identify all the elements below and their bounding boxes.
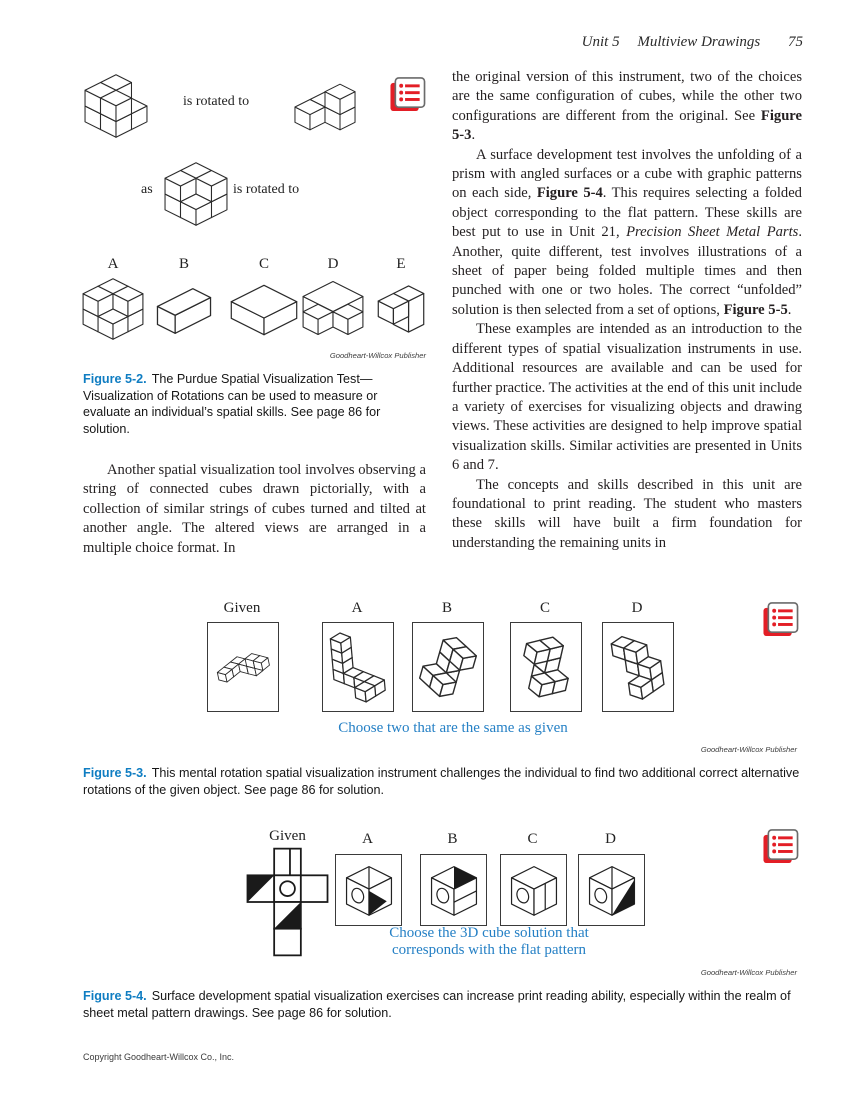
figure-5-3-caption-label: Figure 5-3. <box>83 766 147 780</box>
option-c-label: C <box>527 831 538 847</box>
figure-5-2-caption-label: Figure 5-2. <box>83 372 147 386</box>
option-b-box <box>420 854 487 926</box>
option-c-label: C <box>539 600 550 616</box>
paragraph: The concepts and skills described in this unit are foundational to print reading. The student who masters these skills will have built a firm foundation for understanding the remaining units in <box>452 476 802 551</box>
given-column <box>207 600 277 712</box>
option-b <box>155 256 213 337</box>
option-d-drawing <box>301 276 365 340</box>
option-a-box <box>322 622 394 712</box>
option-a-label: A <box>351 600 363 616</box>
option-a-box <box>335 854 402 926</box>
option-e-drawing <box>376 274 426 344</box>
given-flat-pattern-drawing <box>246 847 329 957</box>
option-c <box>228 256 300 337</box>
option-d-cube-string-drawing <box>607 627 669 708</box>
option-d <box>300 256 366 340</box>
option-e-label: E <box>396 256 406 272</box>
option-d-label: D <box>327 256 339 272</box>
paragraph: These examples are intended as an introduction to the different types of spatial visualization instruments in use. Additional resources are available and can be used for further practice. The activities at the end of this unit include a variety of exercises for visualizing objects and drawing views. These activities are designed to help improve spatial visualization skills. Similar activities are presented in Units 6 and 7. <box>452 321 802 474</box>
worksheet-icon <box>762 829 799 865</box>
instruction-line-2: corresponds with the flat pattern <box>391 942 587 958</box>
given-cube-string-drawing <box>208 627 277 707</box>
option-a-cube-string-drawing <box>325 627 391 708</box>
worksheet-icon <box>762 602 799 638</box>
running-head <box>582 34 803 51</box>
figure-5-2-caption-text: The Purdue Spatial Visualization Test—Visualization of Rotations can be used to measure or evaluate an individual’s spatial skills. See page 86 for solution. <box>83 372 381 436</box>
option-b-label: B <box>447 831 458 847</box>
option-b-cube-string-drawing <box>412 625 484 709</box>
option-d-box <box>602 622 674 712</box>
figure-5-4 <box>83 825 805 1040</box>
option-c-label: C <box>258 256 269 272</box>
option-a-drawing <box>81 275 145 343</box>
figure-5-2 <box>83 70 426 600</box>
figure-5-2-credit: Goodheart-Willcox Publisher <box>329 351 426 360</box>
figure-5-4-credit: Goodheart-Willcox Publisher <box>700 968 797 977</box>
paragraph: Another spatial visualization tool involves observing a string of connected cubes drawn pictorially, with a collection of similar strings of cubes turned and tilted at another angle. The altered views are arranged in a multiple choice format. In <box>83 462 426 556</box>
option-e <box>375 256 427 344</box>
right-column-text <box>452 68 802 553</box>
option-b-label: B <box>441 600 452 616</box>
option-c-box <box>500 854 567 926</box>
option-b-cube-drawing <box>427 861 481 919</box>
as-text: as <box>141 182 153 197</box>
worksheet-icon <box>389 77 426 113</box>
option-a-column <box>322 600 392 712</box>
option-a <box>80 256 146 343</box>
option-a-cube-drawing <box>342 861 396 919</box>
paragraph: A surface development test involves the unfolding of a prism with angled surfaces or a cube with graphic patterns on each side, Figure 5-4. This requires selecting a folded object corresponding to the flat pattern. These skills are best put to use in Unit 21, Precision Sheet Metal Parts. Another, quite different, test involves illustrations of a sheet of paper being folded multiple times and then punched with one or two holes. The correct “unfolded” solution is then selected from a set of options, Figure 5-5. <box>452 146 802 318</box>
left-column-text <box>83 461 426 558</box>
option-c-column <box>510 600 580 712</box>
paragraph: the original version of this instrument, two of the choices are the same configuration of cubes, while the other two configurations are different from the original. See Figure 5-3. <box>452 69 802 144</box>
option-c-box <box>510 622 582 712</box>
option-a-label: A <box>362 831 373 847</box>
figure-5-4-caption <box>83 988 805 1021</box>
option-d-column <box>602 600 672 712</box>
figure-5-4-caption-text: Surface development spatial visualization exercises can increase print reading ability, especially within the realm of sheet metal pattern drawings. See page 86 for solution. <box>83 989 791 1020</box>
option-b-label: B <box>178 256 189 272</box>
figure-5-3-caption <box>83 765 805 798</box>
instruction-line-1: Choose the 3D cube solution that <box>389 925 589 941</box>
unit-title: Multiview Drawings <box>637 34 761 50</box>
given-label: Given <box>269 828 306 844</box>
rotation-object-1-drawing <box>83 70 149 142</box>
option-c-drawing <box>229 283 299 337</box>
given-column <box>245 828 330 962</box>
rotation-object-2-drawing <box>293 76 357 138</box>
figure-5-2-caption <box>83 371 426 437</box>
option-d-column <box>578 831 643 926</box>
unit-label: Unit 5 <box>581 34 620 50</box>
option-d-box <box>578 854 645 926</box>
rotation-text-1: is rotated to <box>183 94 250 109</box>
figure-5-3-caption-text: This mental rotation spatial visualization instrument challenges the individual to find two additional correct alternative rotations of the given object. See page 86 for solution. <box>83 766 800 797</box>
given-box <box>207 622 279 712</box>
figure-5-4-instruction <box>339 925 639 959</box>
figure-5-3-credit: Goodheart-Willcox Publisher <box>700 745 797 754</box>
copyright-line: Copyright Goodheart-Willcox Co., Inc. <box>83 1052 235 1062</box>
rotation-object-3-drawing <box>163 158 229 230</box>
option-c-cube-string-drawing <box>512 626 581 708</box>
option-c-column <box>500 831 565 926</box>
option-c-cube-drawing <box>507 861 561 919</box>
option-b-drawing <box>155 285 213 337</box>
option-d-label: D <box>605 831 616 847</box>
rotation-text-2: is rotated to <box>233 182 300 197</box>
option-d-label: D <box>631 600 643 616</box>
option-a-label: A <box>107 256 119 272</box>
given-label: Given <box>223 600 261 616</box>
option-b-box <box>412 622 484 712</box>
option-a-column <box>335 831 400 926</box>
page-number: 75 <box>788 34 803 50</box>
figure-5-3 <box>83 598 805 816</box>
figure-5-3-instruction: Choose two that are the same as given <box>338 720 568 736</box>
figure-5-4-caption-label: Figure 5-4. <box>83 989 147 1003</box>
option-b-column <box>420 831 485 926</box>
option-d-cube-drawing <box>585 861 639 919</box>
option-b-column <box>412 600 482 712</box>
